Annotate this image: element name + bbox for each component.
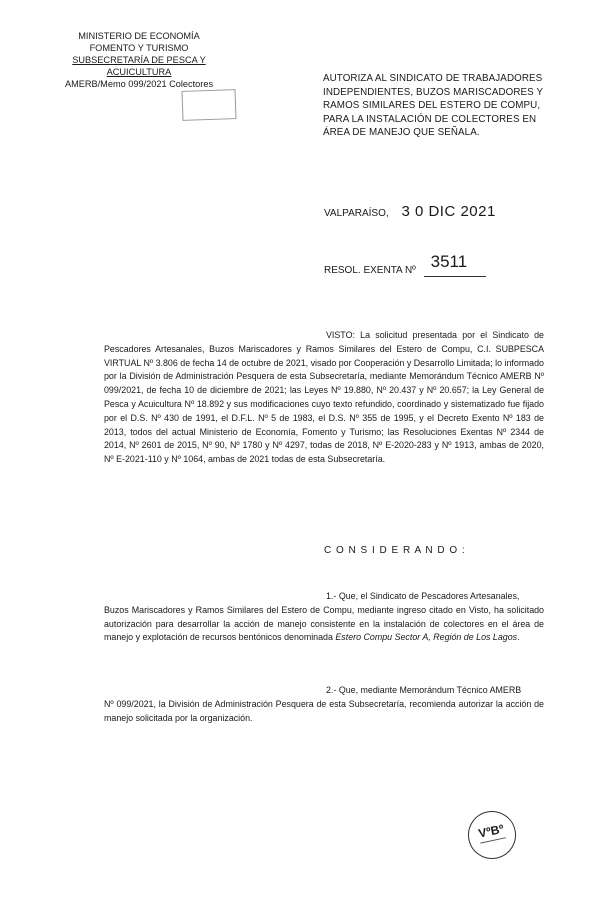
item-2-text: Nº 099/2021, la División de Administración Pesquera de esta Subsecretaría, recomienda autorizar la acción de manejo solicitada por la organización. [104, 698, 544, 723]
vb-stamp-text: VºBº [477, 821, 505, 841]
considerando-title: C O N S I D E R A N D O : [324, 545, 466, 556]
number-underline [424, 276, 486, 277]
vb-stamp [464, 807, 521, 864]
area-name: Estero Compu Sector A, Región de Los Lagos [335, 632, 518, 643]
item-1-end: . [517, 632, 520, 643]
memo-reference: AMERB/Memo 099/2021 Colectores [64, 79, 214, 89]
resolution-subject: AUTORIZA AL SINDICATO DE TRABAJADORES INDEPENDIENTES, BUZOS MARISCADORES Y RAMOS SIMILARES DEL ESTERO DE COMPU, PARA LA INSTALACIÓN DE COLECTORES EN ÁREA DE MANEJO QUE SEÑALA. [323, 73, 543, 139]
resolution-number: 3511 [430, 252, 468, 271]
visto-label: VISTO: [326, 330, 355, 340]
ministry-name-line2: FOMENTO Y TURISMO [89, 43, 189, 53]
subsecretaria-name: SUBSECRETARÍA DE PESCA Y ACUICULTURA [72, 55, 206, 77]
letterhead [44, 30, 234, 90]
ministry-name: MINISTERIO DE ECONOMÍA [78, 31, 200, 41]
item-2-first-line: 2.- Que, mediante Memorándum Técnico AMERB [326, 685, 522, 695]
resolution-number-line [324, 252, 468, 278]
considerando-item-2 [104, 684, 544, 725]
date-stamp: 3 0 DIC 2021 [401, 203, 496, 220]
item-1-text: Buzos Mariscadores y Ramos Similares del Estero de Compu, mediante ingreso citado en Visto, ha solicitado autorización para desarrollar la acción de manejo consistente en la instalación de colectores en el área de manejo y explotación de recursos bentónicos denominada [104, 604, 544, 643]
resolution-label: RESOL. EXENTA Nº [324, 265, 416, 276]
received-stamp [181, 89, 236, 121]
considerando-item-1 [104, 590, 544, 645]
item-1-first-line: 1.- Que, el Sindicato de Pescadores Artesanales, [326, 591, 520, 601]
city: VALPARAÍSO, [324, 208, 389, 219]
place-date [324, 203, 496, 220]
visto-section [104, 329, 544, 467]
visto-text: La solicitud presentada por el Sindicato de Pescadores Artesanales, Buzos Mariscadores y Ramos Similares del Estero de Compu, C.I. SUBPESCA VIRTUAL Nº 3.806 de fecha 14 de octubre de 2021, visado por Cooperación y Desarrollo Limitada; lo informado por la División de Administración Pesquera de esta Subsecretaría, mediante Memorándum Técnico AMERB Nº 099/2021, de fecha 10 de diciembre de 2021; las Leyes Nº 19.880, Nº 20.437 y Nº 20.657; la Ley General de Pesca y Acuicultura Nº 18.892 y sus modificaciones cuyo texto refundido, coordinado y sistematizado fue fijado por el D.S. Nº 430 de 1991, el D.F.L. Nº 5 de 1983, el D.S. Nº 355 de 1995, y el Decreto Exento Nº 183 de 2013, todos del actual Ministerio de Economía, Fomento y Turismo; las Resoluciones Exentas Nº 2344 de 2014, Nº 2601 de 2015, Nº 90, Nº 1780 y Nº 4297, todas de 2018, Nº E-2020-283 y Nº 1913, ambas de 2020, Nº E-2021-110 y Nº 1064, ambas de 2021 todas de esta Subsecretaría. [104, 330, 544, 465]
